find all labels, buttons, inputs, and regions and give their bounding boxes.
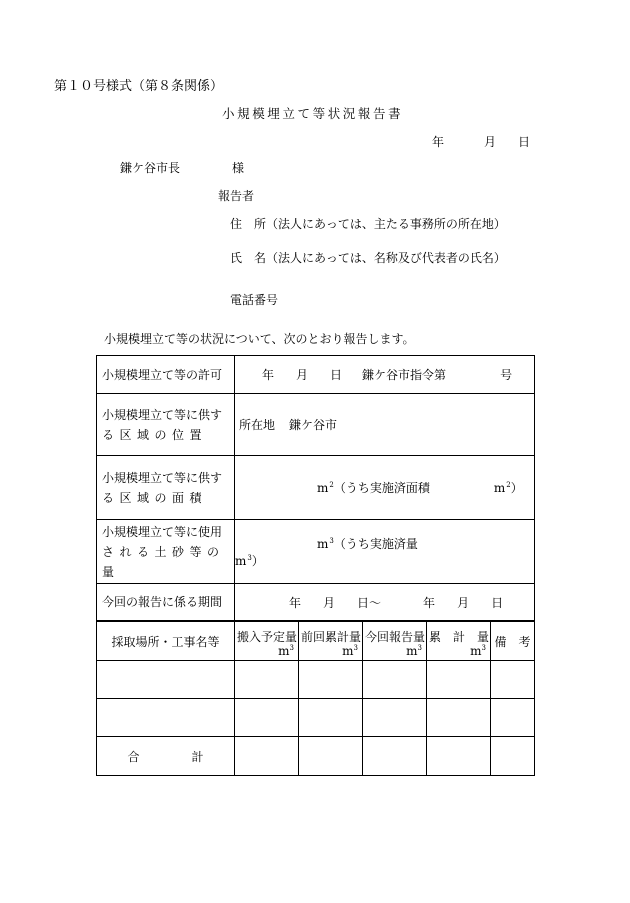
date-month: 月 xyxy=(484,135,497,149)
soil-label: 小規模埋立て等に使用 される土砂等の量 xyxy=(97,520,235,584)
form-number: 第１０号様式（第８条関係） xyxy=(54,79,224,94)
period-label: 今回の報告に係る期間 xyxy=(97,584,235,621)
col-source: 採取場所・工事名等 xyxy=(97,622,235,661)
area-label: 小規模埋立て等に供す る区域の面積 xyxy=(97,456,235,520)
total-current[interactable] xyxy=(363,737,427,776)
cell-planned[interactable] xyxy=(235,699,299,737)
total-row xyxy=(97,737,535,776)
location-value: 所在地 鎌ケ谷市 xyxy=(235,394,535,456)
addressee xyxy=(120,162,244,174)
col-previous: 前回累計量 $m^3$ xyxy=(299,622,363,661)
location-row xyxy=(97,394,535,456)
date-year: 年 xyxy=(432,135,445,149)
area-row xyxy=(97,456,535,520)
addressee-name: 鎌ケ谷市長 xyxy=(120,161,181,175)
permit-row xyxy=(97,356,535,394)
permit-label: 小規模埋立て等の許可 xyxy=(97,356,235,394)
reporter-name: 氏 名（法人にあっては、名称及び代表者の氏名） xyxy=(230,251,506,265)
location-label: 小規模埋立て等に供す る区域の位置 xyxy=(97,394,235,456)
col-planned: 搬入予定量 $m^3$ xyxy=(235,622,299,661)
cell-previous[interactable] xyxy=(299,699,363,737)
cell-source[interactable] xyxy=(97,661,235,699)
total-cumulative[interactable] xyxy=(427,737,491,776)
col-cumulative: 累 計 量 $m^3$ xyxy=(427,622,491,661)
soil-row xyxy=(97,520,535,584)
reporter-label: 報告者 xyxy=(218,189,255,203)
cell-source[interactable] xyxy=(97,699,235,737)
intro-text: 小規模埋立て等の状況について、次のとおり報告します。 xyxy=(104,332,415,346)
permit-value: 年 月 日 鎌ケ谷市指令第 号 xyxy=(235,356,535,394)
report-date xyxy=(432,136,530,148)
total-planned[interactable] xyxy=(235,737,299,776)
total-label: 合 計 xyxy=(97,737,235,776)
period-row xyxy=(97,584,535,621)
table-row xyxy=(97,699,535,737)
cell-cumulative[interactable] xyxy=(427,699,491,737)
document-title: 小規模埋立て等状況報告書 xyxy=(222,106,404,121)
cell-current[interactable] xyxy=(363,661,427,699)
period-value: 年 月 日～ 年 月 日 xyxy=(235,584,535,621)
date-day: 日 xyxy=(518,135,531,149)
report-summary-table xyxy=(96,355,535,621)
detail-table xyxy=(96,621,535,776)
table-row xyxy=(97,661,535,699)
total-remarks[interactable] xyxy=(491,737,535,776)
detail-header-row xyxy=(97,622,535,661)
col-remarks: 備 考 xyxy=(491,622,535,661)
cell-previous[interactable] xyxy=(299,661,363,699)
soil-value: $m^3$（うち実施済量$m^3$） xyxy=(235,520,535,584)
col-current: 今回報告量 $m^3$ xyxy=(363,622,427,661)
cell-planned[interactable] xyxy=(235,661,299,699)
addressee-honorific: 様 xyxy=(232,161,245,175)
reporter-address: 住 所（法人にあっては、主たる事務所の所在地） xyxy=(230,217,506,231)
cell-remarks[interactable] xyxy=(491,661,535,699)
area-value: $m^2$（うち実施済面積 $m^2$） xyxy=(235,456,535,520)
total-previous[interactable] xyxy=(299,737,363,776)
reporter-phone: 電話番号 xyxy=(230,293,279,307)
cell-remarks[interactable] xyxy=(491,699,535,737)
cell-cumulative[interactable] xyxy=(427,661,491,699)
cell-current[interactable] xyxy=(363,699,427,737)
